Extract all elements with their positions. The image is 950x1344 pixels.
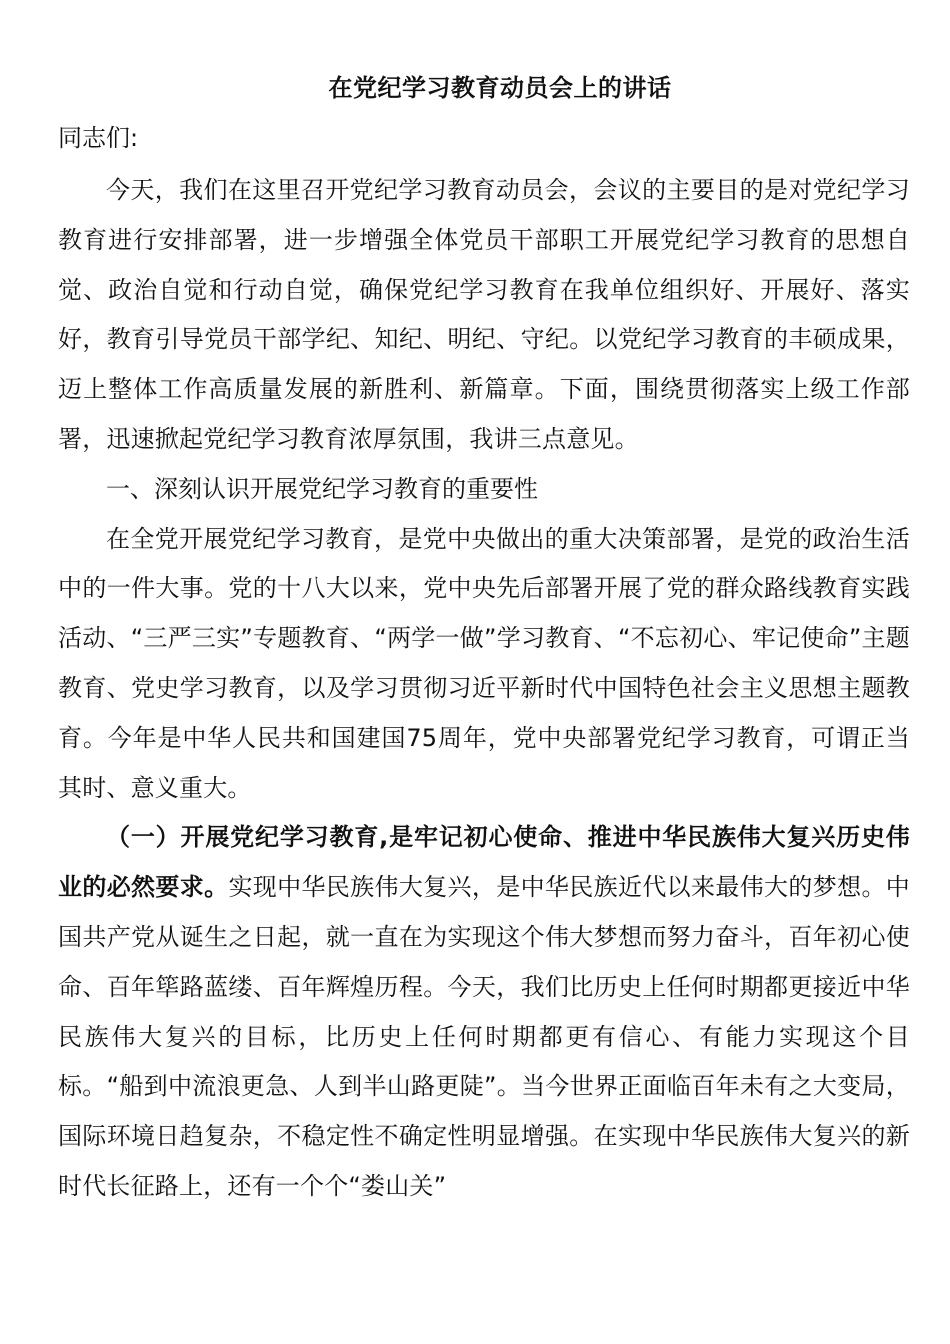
subsection-paragraph (58, 813, 910, 1211)
subsection-body: 实现中华民族伟大复兴，是中华民族近代以来最伟大的梦想。中国共产党从诞生之日起，就一直在为实现这个伟大梦想而努力奋斗，百年初心使命、百年筚路蓝缕、百年辉煌历程。今天，我们比历史上任何时期都更接近中华民族伟大复兴的目标，比历史上任何时期都更有信心、有能力实现这个目标。“船到中流浪更急、人到半山路更陡”。当今世界正面临百年未有之大变局，国际环境日趋复杂，不稳定性不确定性明显增强。在实现中华民族伟大复兴的新时代长征路上，还有一个个“娄山关” (58, 873, 910, 1200)
document-body (58, 166, 910, 1212)
greeting: 同志们: (58, 124, 139, 152)
section-paragraph: 在全党开展党纪学习教育，是党中央做出的重大决策部署，是党的政治生活中的一件大事。党的十八大以来，党中央先后部署开展了党的群众路线教育实践活动、“三严三实”专题教育、“两学一做”学习教育、“不忘初心、牢记使命”主题教育、党史学习教育，以及学习贯彻习近平新时代中国特色社会主义思想主题教育。今年是中华人民共和国建国75周年，党中央部署党纪学习教育，可谓正当其时、意义重大。 (58, 524, 910, 802)
subsection-lead: （一）开展党纪学习教育,是牢记初心使命、推进中华民族伟大复兴历史伟业的必然要求。 (58, 823, 910, 902)
section-heading: 一、深刻认识开展党纪学习教育的重要性 (106, 474, 538, 503)
document-title: 在党纪学习教育动员会上的讲话 (328, 74, 672, 102)
intro-paragraph: 今天，我们在这里召开党纪学习教育动员会，会议的主要目的是对党纪学习教育进行安排部署，进一步增强全体党员干部职工开展党纪学习教育的思想自觉、政治自觉和行动自觉，确保党纪学习教育在我单位组织好、开展好、落实好，教育引导党员干部学纪、知纪、明纪、守纪。以党纪学习教育的丰硕成果，迈上整体工作高质量发展的新胜利、新篇章。下面，围绕贯彻落实上级工作部署，迅速掀起党纪学习教育浓厚氛围，我讲三点意见。 (58, 176, 910, 453)
